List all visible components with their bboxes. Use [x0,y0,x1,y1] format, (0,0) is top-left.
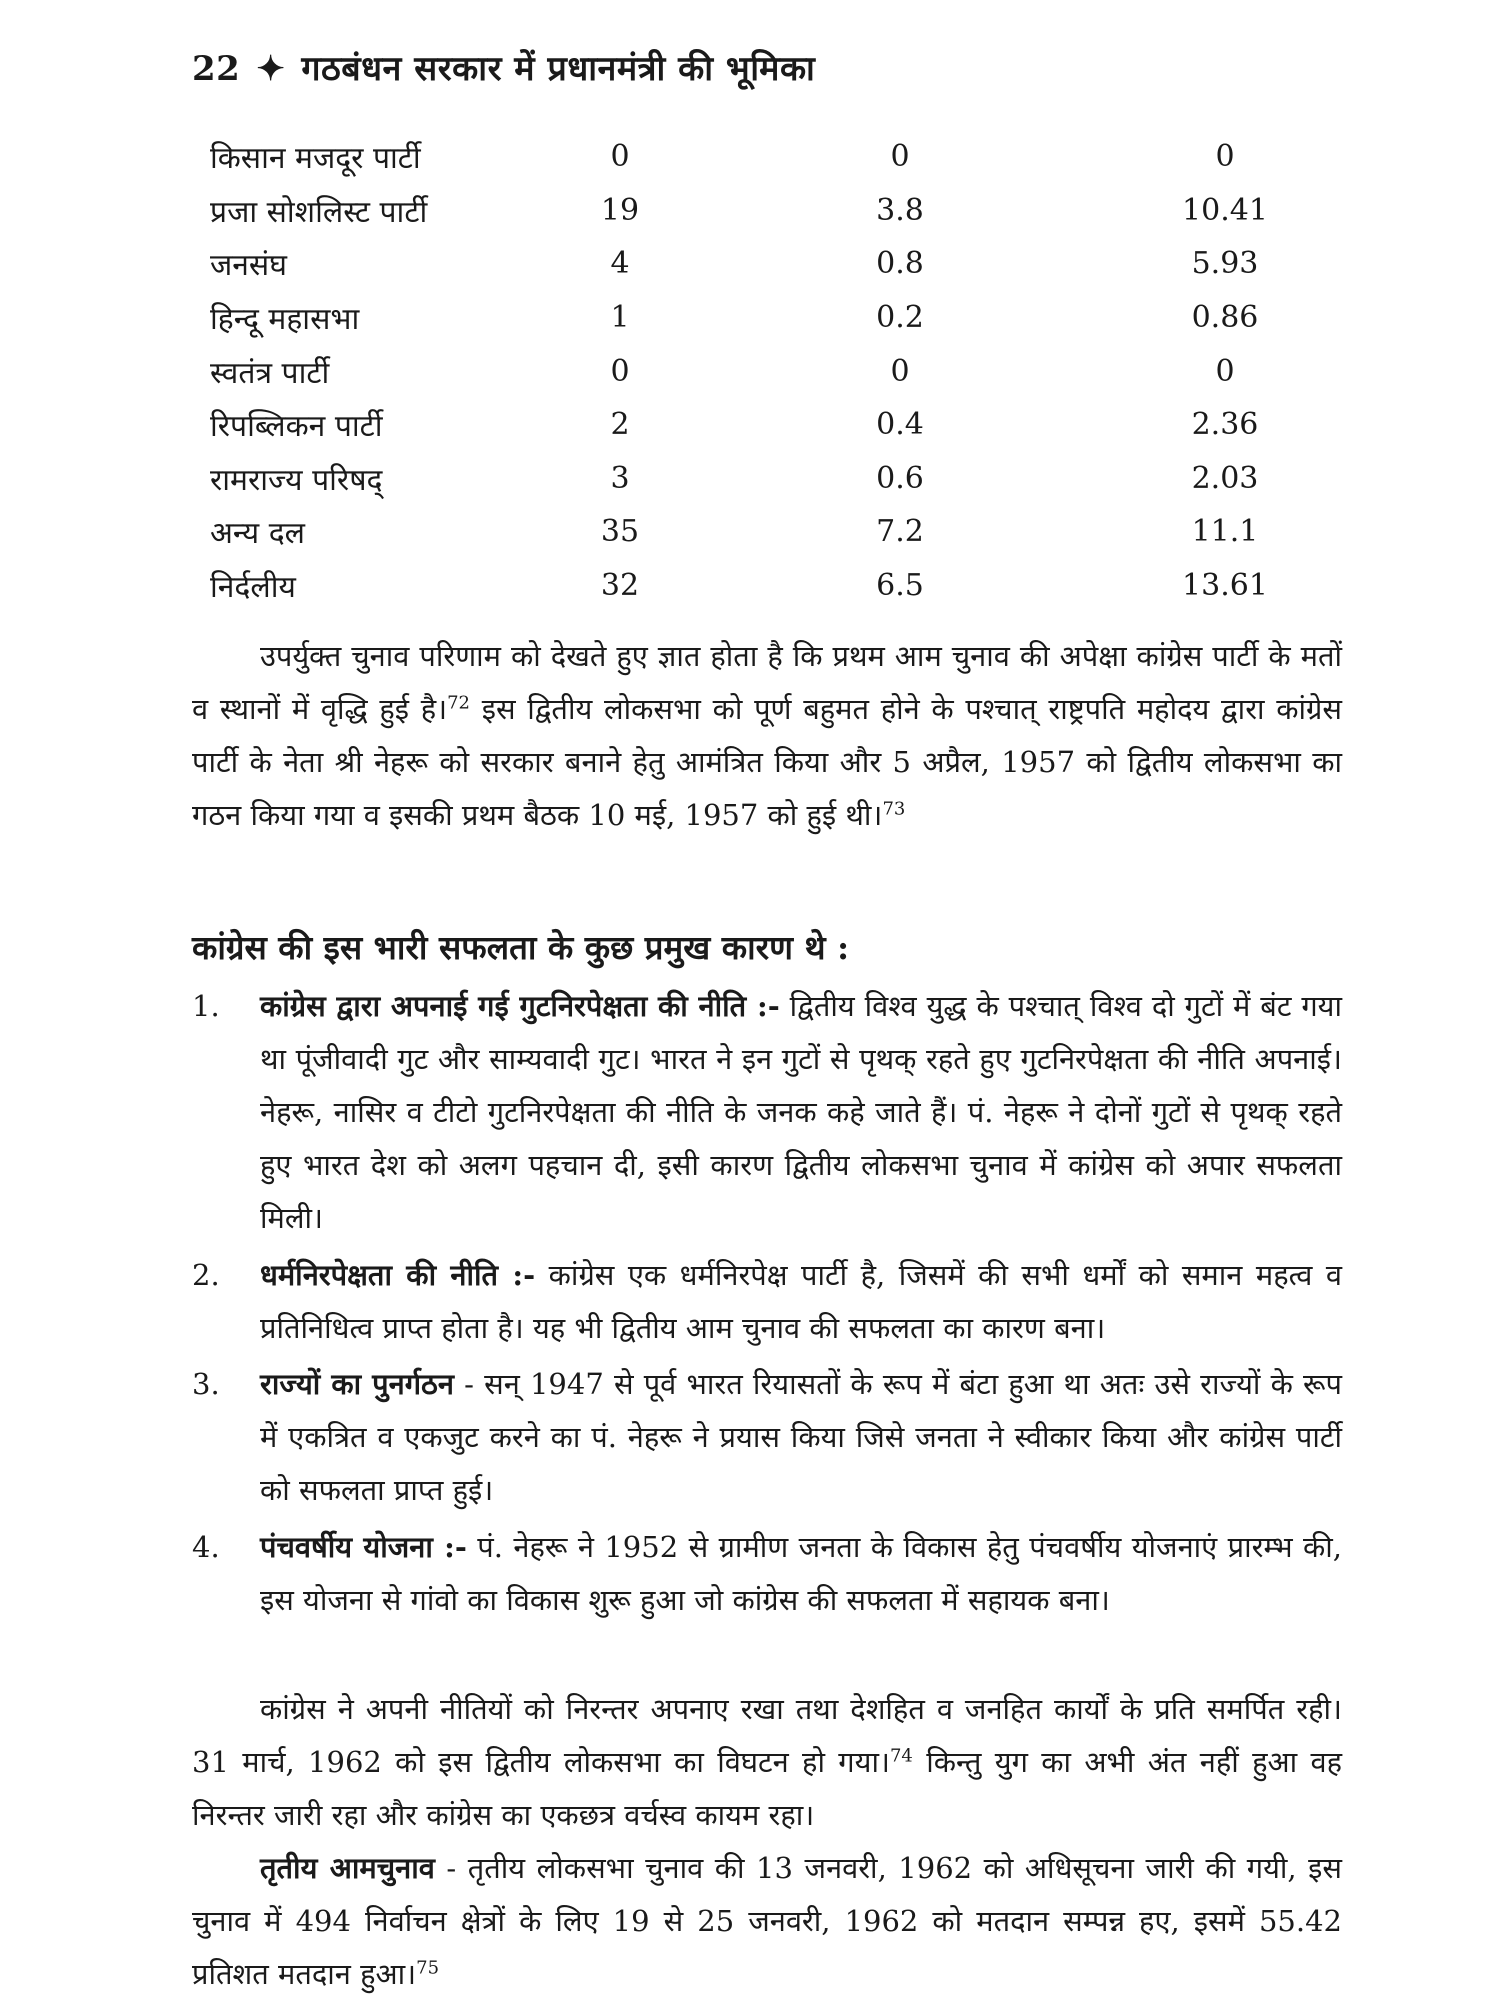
table-row [210,237,1340,291]
vote-percentage: 5.93 [1191,246,1259,282]
vote-percentage: 13.61 [1182,568,1268,604]
book-title: गठबंधन सरकार में प्रधानमंत्री की भूमिका [301,49,816,89]
party-name: अन्य दल [210,516,305,552]
page-header [192,44,815,90]
table-row [210,184,1340,238]
seats-won: 0 [610,353,630,389]
seats-won: 32 [600,568,640,604]
vote-percentage: 0 [1215,139,1235,175]
seat-percentage: 0.2 [876,300,924,336]
paragraph-text: कांग्रेस ने अपनी नीतियों को निरन्तर अपनाए रखा तथा देशहित व जनहित कार्यों के प्रति समर्पित रही। 31 मार्च, 1962 को इस द्वितीय लोकसभा का विघटन हो गया। [192,1692,1342,1779]
item-title: कांग्रेस द्वारा अपनाई गई गुटनिरपेक्षता की नीति :- [260,989,780,1023]
seats-won: 35 [600,514,640,550]
section-heading: कांग्रेस की इस भारी सफलता के कुछ प्रमुख कारण थे : [192,928,850,967]
vote-percentage: 0.86 [1191,300,1259,336]
seat-percentage: 0.4 [876,407,924,443]
item-title: धर्मनिरपेक्षता की नीति :- [260,1258,536,1292]
table-row [210,398,1340,452]
seats-won: 19 [600,192,640,228]
seat-percentage: 7.2 [876,514,924,550]
item-number: 4. [192,1530,220,1564]
table-row [210,452,1340,506]
party-name: हिन्दू महासभा [210,302,360,338]
intro-paragraph [192,630,1342,842]
table-row [210,344,1340,398]
table-row [210,505,1340,559]
seat-percentage: 0 [890,353,910,389]
page-number: 22 [192,49,241,89]
seats-won: 3 [610,460,630,496]
star-icon: ✦ [256,49,286,89]
party-name: किसान मजदूर पार्टी [210,141,421,177]
paragraph-text: - तृतीय लोकसभा चुनाव की 13 जनवरी, 1962 को अधिसूचना जारी की गयी, इस चुनाव में 494 निर्वाचन क्षेत्रों के लिए 19 से 25 जनवरी, 1962 को मतदान सम्पन्न हए, इसमें 55.42 प्रतिशत मतदान हुआ। [192,1851,1342,1991]
seats-won: 2 [610,407,630,443]
party-name: निर्दलीय [210,570,296,606]
seat-percentage: 0 [890,139,910,175]
vote-percentage: 11.1 [1191,514,1259,550]
reason-item [192,1249,1342,1355]
item-title: पंचवर्षीय योजना :- [260,1530,467,1564]
party-name: रामराज्य परिषद् [210,462,383,498]
table-row [210,291,1340,345]
paragraph-title: तृतीय आमचुनाव [260,1851,435,1885]
party-name: प्रजा सोशलिस्ट पार्टी [210,194,428,230]
seats-won: 0 [610,139,630,175]
item-title: राज्यों का पुनर्गठन [260,1367,454,1401]
seat-percentage: 3.8 [876,192,924,228]
paragraph-text: इस द्वितीय लोकसभा को पूर्ण बहुमत होने के पश्चात् राष्ट्रपति महोदय द्वारा कांग्रेस पार्टी के नेता श्री नेहरू को सरकार बनाने हेतु आमंत्रित किया और 5 अप्रैल, 1957 को द्वितीय लोकसभा का गठन किया गया व इसकी प्रथम बैठक 10 मई, 1957 को हुई थी। [192,692,1342,832]
item-text: द्वितीय विश्व युद्ध के पश्चात् विश्व दो गुटों में बंट गया था पूंजीवादी गुट और साम्यवादी गुट। भारत ने इन गुटों से पृथक् रहते हुए गुटनिरपेक्षता की नीति अपनाई। नेहरू, नासिर व टीटो गुटनिरपेक्षता की नीति के जनक कहे जाते हैं। पं. नेहरू ने दोनों गुटों से पृथक् रहते हुए भारत देश को अलग पहचान दी, इसी कारण द्वितीय लोकसभा चुनाव में कांग्रेस को अपार सफलता मिली। [260,989,1342,1235]
table-row [210,559,1340,613]
party-name: जनसंघ [210,248,287,284]
reason-item [192,1358,1342,1517]
vote-percentage: 2.36 [1191,407,1259,443]
item-number: 2. [192,1258,220,1292]
paragraph-text: उपर्युक्त चुनाव परिणाम को देखते हुए ज्ञात होता है कि प्रथम आम चुनाव की अपेक्षा कांग्रेस पार्टी के मतों व स्थानों में वृद्धि हुई है। [192,639,1342,726]
seats-won: 1 [610,300,630,336]
seat-percentage: 0.6 [876,460,924,496]
vote-percentage: 10.41 [1182,192,1268,228]
item-number: 3. [192,1367,220,1401]
footnote-ref: 73 [882,798,906,820]
seat-percentage: 0.8 [876,246,924,282]
footnote-ref: 74 [889,1745,913,1767]
vote-percentage: 0 [1215,353,1235,389]
dissolution-paragraph [192,1683,1342,1842]
item-text: पं. नेहरू ने 1952 से ग्रामीण जनता के विकास हेतु पंचवर्षीय योजनाएं प्रारम्भ की, इस योजना से गांवो का विकास शुरू हुआ जो कांग्रेस की सफलता में सहायक बना। [260,1530,1342,1617]
footnote-ref: 72 [447,692,471,714]
seat-percentage: 6.5 [876,568,924,604]
reason-item [192,980,1342,1245]
vote-percentage: 2.03 [1191,460,1259,496]
footnote-ref: 75 [416,1957,440,1979]
third-election-paragraph [192,1842,1342,2001]
seats-won: 4 [610,246,630,282]
item-text: - सन् 1947 से पूर्व भारत रियासतों के रूप में बंटा हुआ था अतः उसे राज्यों के रूप में एकत्रित व एकजुट करने का पं. नेहरू ने प्रयास किया जिसे जनता ने स्वीकार किया और कांग्रेस पार्टी को सफलता प्राप्त हुई। [260,1367,1343,1507]
reason-item [192,1521,1342,1627]
election-results-table [210,130,1340,612]
party-name: रिपब्लिकन पार्टी [210,409,383,445]
item-number: 1. [192,989,220,1023]
party-name: स्वतंत्र पार्टी [210,355,330,391]
table-row [210,130,1340,184]
paragraph-text: किन्तु युग का अभी अंत नहीं हुआ वह निरन्तर जारी रहा और कांग्रेस का एकछत्र वर्चस्व कायम रहा। [192,1745,1342,1832]
item-text: कांग्रेस एक धर्मनिरपेक्ष पार्टी है, जिसमें की सभी धर्मों को समान महत्व व प्रतिनिधित्व प्राप्त होता है। यह भी द्वितीय आम चुनाव की सफलता का कारण बना। [260,1258,1342,1345]
